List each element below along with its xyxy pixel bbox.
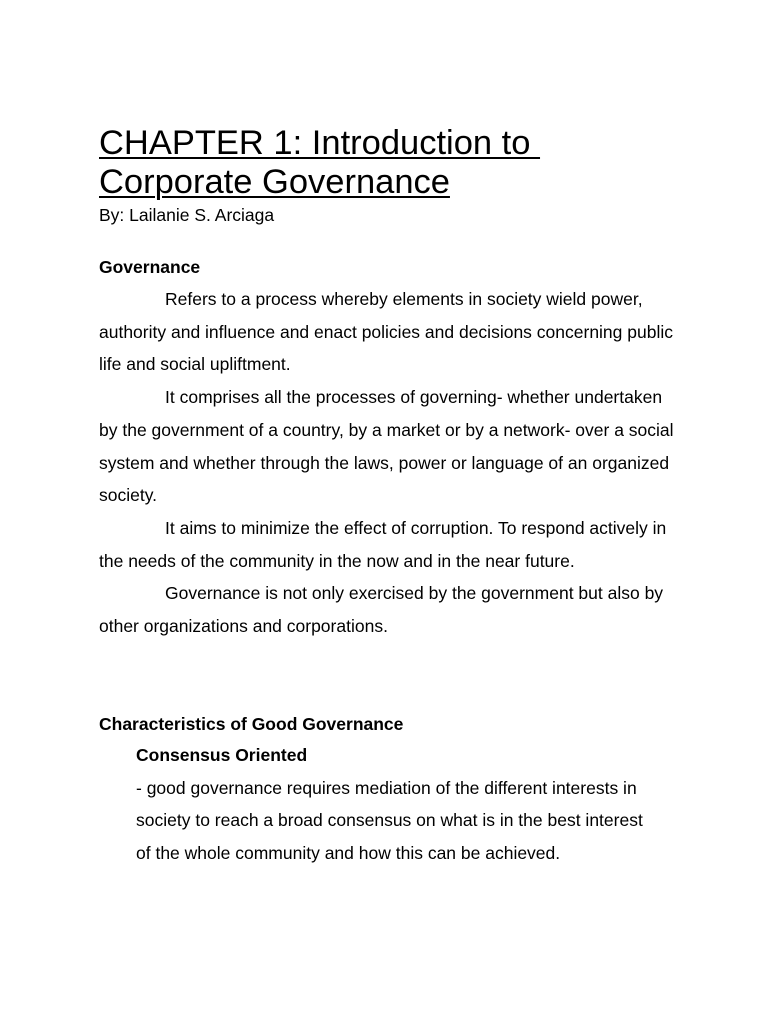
characteristics-heading: Characteristics of Good Governance — [99, 714, 404, 734]
chapter-title — [99, 124, 699, 202]
characteristic-description: - good governance requires mediation of the different interests in society to reach a broad consensus on what is in the best interest of the whole community and how this can be achieved. — [136, 777, 643, 864]
chapter-title-line-2: Corporate Governance — [99, 163, 450, 201]
governance-paragraph: It aims to minimize the effect of corruption. To respond actively in the needs of the community in the now and in the near future. — [99, 517, 667, 571]
governance-paragraph: It comprises all the processes of governing- whether undertaken by the government of a country, by a market or by a network- over a social system and whether through the laws, power or language of an organized society. — [99, 387, 674, 506]
governance-paragraph: Governance is not only exercised by the government but also by other organizations and corporations. — [99, 583, 664, 637]
chapter-title-line-1: CHAPTER 1: Introduction to — [99, 124, 541, 162]
governance-body — [99, 283, 674, 643]
author-line: By: Lailanie S. Arciaga — [99, 205, 275, 225]
characteristic-item — [136, 739, 656, 870]
characteristic-title: Consensus Oriented — [136, 745, 308, 765]
governance-paragraph: Refers to a process whereby elements in society wield power, authority and influence and enact policies and decisions concerning public life and social upliftment. — [99, 289, 673, 375]
governance-heading: Governance — [99, 257, 201, 277]
